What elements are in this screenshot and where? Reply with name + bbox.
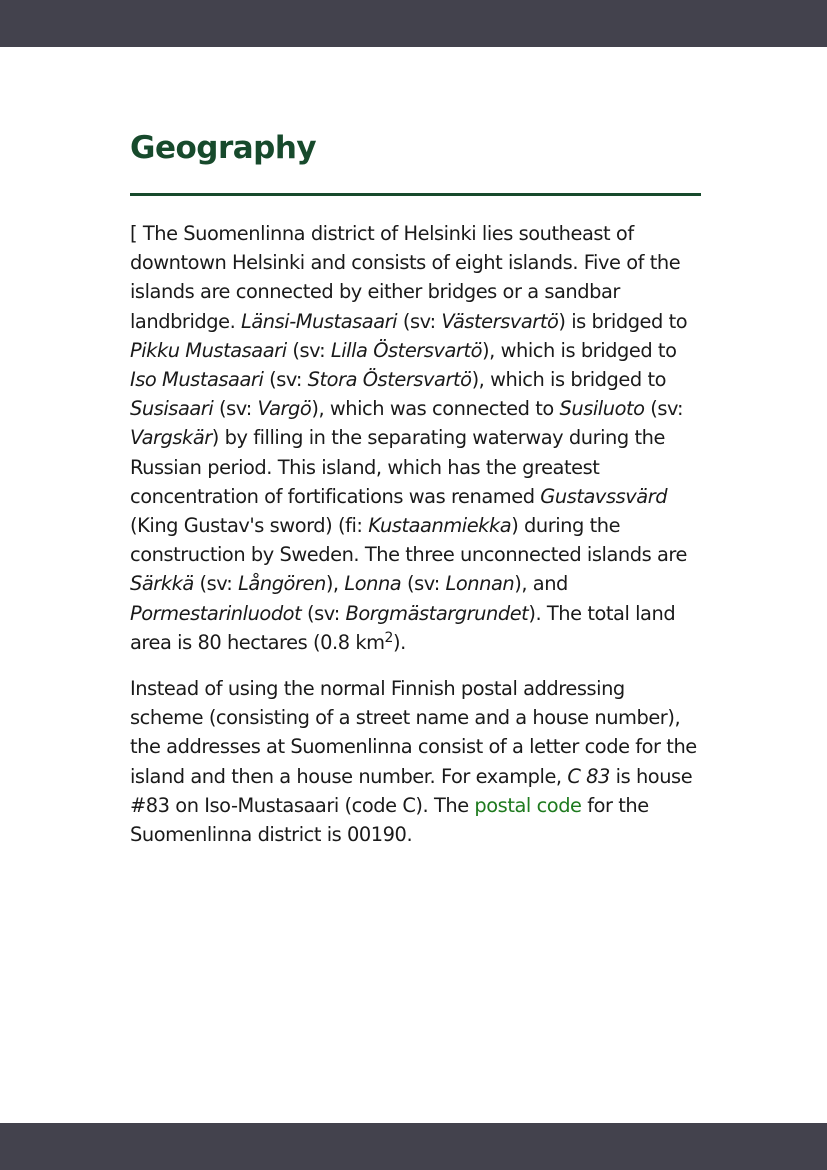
italic-term: Stora Östersvartö: [307, 368, 472, 392]
italic-term: Susiluoto: [559, 397, 645, 421]
text-run: for the Suomenlinna district is 00190.: [130, 793, 649, 847]
text-run: ). The total land area is 80 hectares (0.8 km: [130, 601, 676, 654]
text-run: (sv:: [401, 572, 446, 596]
text-run: (sv:: [193, 572, 239, 596]
italic-term: Gustavssvärd: [540, 484, 668, 508]
italic-term: Vargskär: [130, 426, 212, 450]
bottom-bar: [0, 1123, 827, 1170]
paragraph-postal: [130, 674, 701, 849]
text-run: (sv:: [644, 397, 684, 421]
italic-term: Kustaanmiekka: [368, 514, 512, 538]
top-bar: [0, 0, 827, 47]
heading-divider: [130, 193, 701, 196]
italic-term: Västersvartö: [441, 309, 559, 333]
italic-term: Pikku Mustasaari: [130, 338, 287, 362]
text-run: (King Gustav's sword) (fi:: [130, 514, 369, 538]
italic-term: Lilla Östersvartö: [330, 338, 483, 362]
italic-term: Pormestarinluodot: [130, 601, 302, 625]
text-run: ) by filling in the separating waterway during the Russian period. This island, which has the greatest concentration of fortifications was renamed: [130, 426, 665, 508]
italic-term: Vargö: [257, 397, 312, 421]
text-run: ) during the construction by Sweden. The three unconnected islands are: [130, 514, 687, 567]
text-run: ) is bridged to: [558, 309, 688, 333]
text-run: (sv:: [301, 601, 346, 625]
text-run: [ The Suomenlinna district of Helsinki lies southeast of downtown Helsinki and consists of eight islands. Five of the islands are connected by either bridges or a sandbar landbridge.: [130, 222, 681, 333]
text-run: (sv:: [286, 338, 331, 362]
postal-code-link[interactable]: postal code: [474, 793, 582, 817]
italic-term: Länsi-Mustasaari: [241, 309, 398, 333]
text-run: (sv:: [263, 368, 308, 392]
italic-term: Iso Mustasaari: [130, 368, 264, 392]
superscript: 2: [384, 629, 393, 646]
text-run: Instead of using the normal Finnish postal addressing scheme (consisting of a street name and a house number), the addresses at Suomenlinna consist of a letter code for the island and then a house number. For example,: [130, 677, 697, 788]
text-run: is house #83 on Iso-Mustasaari (code C). The: [130, 764, 693, 817]
italic-term: C 83: [567, 764, 610, 788]
text-run: (sv:: [213, 397, 258, 421]
text-run: ), and: [514, 572, 568, 596]
text-run: ), which is bridged to: [482, 338, 677, 362]
italic-term: Borgmästargrundet: [345, 601, 529, 625]
paragraph-islands: [130, 219, 701, 657]
italic-term: Lonna: [344, 572, 402, 596]
italic-term: Långören: [238, 572, 326, 596]
text-run: ),: [325, 572, 345, 596]
italic-term: Särkkä: [130, 572, 194, 596]
italic-term: Susisaari: [130, 397, 214, 421]
text-run: (sv:: [397, 309, 442, 333]
text-run: ), which was connected to: [311, 397, 560, 421]
text-run: ), which is bridged to: [471, 368, 667, 392]
section-heading: Geography: [130, 130, 317, 166]
italic-term: Lonnan: [445, 572, 515, 596]
article-section: [130, 124, 701, 849]
text-run: ).: [392, 630, 406, 654]
